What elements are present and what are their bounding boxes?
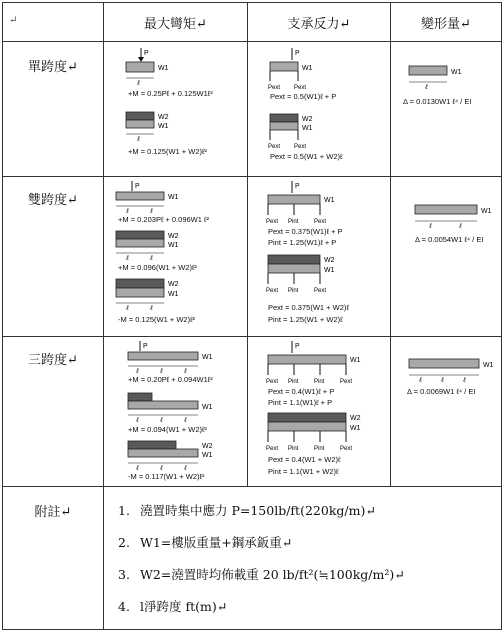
svg-text:W1: W1 xyxy=(168,291,179,298)
beam-diagram xyxy=(407,355,499,385)
svg-text:ℓ: ℓ xyxy=(137,135,140,143)
notes-row xyxy=(3,487,502,630)
svg-text:Pext: Pext xyxy=(266,288,279,294)
svg-text:Pint: Pint xyxy=(288,446,299,452)
svg-text:Pint: Pint xyxy=(314,379,325,385)
svg-text:ℓ: ℓ xyxy=(419,376,422,384)
svg-text:ℓ: ℓ xyxy=(184,416,187,424)
header-deflection: 變形量↵ xyxy=(391,3,502,42)
beam-diagram xyxy=(114,181,214,215)
svg-text:W1: W1 xyxy=(302,125,313,132)
svg-text:Pint: Pint xyxy=(314,446,325,452)
svg-text:W1: W1 xyxy=(158,123,169,130)
beam-diagram xyxy=(124,110,194,146)
svg-text:ℓ: ℓ xyxy=(184,464,187,472)
header-row xyxy=(3,3,502,42)
svg-text:ℓ: ℓ xyxy=(150,207,153,215)
svg-text:P: P xyxy=(143,343,148,350)
svg-text:W1: W1 xyxy=(324,267,335,274)
svg-text:ℓ: ℓ xyxy=(136,367,139,375)
svg-text:W1: W1 xyxy=(302,65,313,72)
notes-list xyxy=(104,487,502,630)
moment-cell-double xyxy=(104,177,248,337)
reaction-formula: Pext = 0.4(W1 + W2)ℓ xyxy=(268,455,341,464)
deflection-cell-double xyxy=(391,177,502,337)
row-triple-span xyxy=(3,337,502,487)
note-item: 4. l淨跨度 ft(m)↵ xyxy=(118,599,228,614)
moment-formula: +M = 0.25Pℓ + 0.125W1ℓ² xyxy=(128,89,213,98)
beam-diagram xyxy=(266,181,366,227)
svg-text:W1: W1 xyxy=(202,404,213,411)
svg-text:W2: W2 xyxy=(158,114,169,121)
reaction-formula: Pext = 0.4(W1)ℓ + P xyxy=(268,387,335,396)
beam-diagram xyxy=(266,253,366,297)
beam-diagram xyxy=(114,277,214,313)
svg-text:W2: W2 xyxy=(168,281,179,288)
reaction-cell-triple xyxy=(248,337,391,487)
svg-text:W2: W2 xyxy=(202,443,213,450)
svg-text:Pext: Pext xyxy=(340,446,353,452)
beam-diagram xyxy=(266,411,376,455)
svg-text:ℓ: ℓ xyxy=(126,304,129,312)
deflection-formula: Δ = 0.0054W1 ℓ⁴ / EI xyxy=(415,235,484,244)
svg-text:W1: W1 xyxy=(158,65,169,72)
reaction-formula: Pext = 0.5(W1 + W2)ℓ xyxy=(270,152,343,161)
svg-text:Pext: Pext xyxy=(294,85,307,90)
svg-text:ℓ: ℓ xyxy=(126,207,129,215)
svg-text:P: P xyxy=(295,50,300,57)
svg-text:P: P xyxy=(135,183,140,190)
svg-text:W1: W1 xyxy=(350,357,361,364)
svg-text:Pext: Pext xyxy=(268,144,281,150)
beam-formula-table xyxy=(2,2,502,630)
svg-text:W1: W1 xyxy=(168,194,179,201)
row-label-triple: 三跨度↵ xyxy=(3,337,104,487)
svg-text:W1: W1 xyxy=(481,208,492,215)
svg-text:ℓ: ℓ xyxy=(441,376,444,384)
svg-text:Pext: Pext xyxy=(314,219,327,225)
beam-diagram xyxy=(114,229,214,263)
svg-text:Pint: Pint xyxy=(288,288,299,294)
svg-text:W1: W1 xyxy=(324,197,335,204)
svg-text:ℓ: ℓ xyxy=(425,83,428,91)
beam-diagram xyxy=(268,112,338,152)
moment-cell-triple xyxy=(104,337,248,487)
reaction-formula: Pint = 1.25(W1)ℓ + P xyxy=(268,238,337,247)
header-moment: 最大彎矩↵ xyxy=(104,3,248,42)
beam-diagram xyxy=(124,48,194,88)
svg-text:ℓ: ℓ xyxy=(136,416,139,424)
header-corner: ↵ xyxy=(3,3,104,42)
svg-text:ℓ: ℓ xyxy=(150,304,153,312)
svg-text:Pext: Pext xyxy=(266,446,279,452)
reaction-formula: Pint = 1.1(W1)ℓ + P xyxy=(268,398,333,407)
beam-diagram xyxy=(126,439,226,473)
moment-formula: +M = 0.094(W1 + W2)ℓ² xyxy=(128,425,207,434)
note-item: 2. W1=樓版重量+鋼承鈑重↵ xyxy=(118,535,293,550)
deflection-cell-triple xyxy=(391,337,502,487)
deflection-formula: Δ = 0.0130W1 ℓ⁴ / EI xyxy=(403,97,472,106)
svg-text:P: P xyxy=(295,183,300,190)
row-double-span xyxy=(3,177,502,337)
svg-text:Pint: Pint xyxy=(288,379,299,385)
moment-formula: -M = 0.117(W1 + W2)ℓ² xyxy=(128,472,205,481)
svg-text:ℓ: ℓ xyxy=(160,367,163,375)
svg-text:ℓ: ℓ xyxy=(459,222,462,230)
svg-text:ℓ: ℓ xyxy=(184,367,187,375)
svg-text:Pext: Pext xyxy=(266,219,279,225)
notes-label: 附註↵ xyxy=(3,487,104,630)
svg-text:W2: W2 xyxy=(302,116,313,123)
beam-diagram xyxy=(268,48,338,90)
svg-text:W1: W1 xyxy=(168,242,179,249)
beam-diagram xyxy=(110,341,220,375)
svg-text:ℓ: ℓ xyxy=(429,222,432,230)
svg-text:Pext: Pext xyxy=(294,144,307,150)
moment-formula: -M = 0.125(W1 + W2)ℓ² xyxy=(118,315,196,324)
svg-text:W1: W1 xyxy=(202,452,213,459)
svg-text:W1: W1 xyxy=(483,362,494,369)
svg-text:ℓ: ℓ xyxy=(126,254,129,262)
svg-text:ℓ: ℓ xyxy=(463,376,466,384)
deflection-formula: Δ = 0.0069W1 ℓ⁴ / EI xyxy=(407,387,476,396)
svg-text:Pext: Pext xyxy=(268,85,281,90)
beam-diagram xyxy=(413,201,499,231)
svg-text:W2: W2 xyxy=(324,257,335,264)
beam-diagram xyxy=(407,62,487,92)
reaction-formula: Pext = 0.375(W1)ℓ + P xyxy=(268,227,343,236)
moment-cell-single xyxy=(104,42,248,177)
reaction-formula: Pext = 0.5(W1)ℓ + P xyxy=(270,92,337,101)
reaction-formula: Pint = 1.25(W1 + W2)ℓ xyxy=(268,315,343,324)
reaction-formula: Pint = 1.1(W1 + W2)ℓ xyxy=(268,467,339,476)
moment-formula: +M = 0.125(W1 + W2)ℓ² xyxy=(128,147,207,156)
svg-text:Pint: Pint xyxy=(288,219,299,225)
beam-diagram xyxy=(126,391,226,425)
beam-diagram xyxy=(266,341,376,387)
svg-text:W2: W2 xyxy=(350,415,361,422)
svg-text:P: P xyxy=(295,343,300,350)
header-reaction: 支承反力↵ xyxy=(248,3,391,42)
svg-text:ℓ: ℓ xyxy=(136,464,139,472)
svg-text:ℓ: ℓ xyxy=(137,79,140,87)
svg-text:ℓ: ℓ xyxy=(150,254,153,262)
svg-text:ℓ: ℓ xyxy=(160,416,163,424)
moment-formula: +M = 0.096(W1 + W2)ℓ² xyxy=(118,263,197,272)
deflection-cell-single xyxy=(391,42,502,177)
svg-text:W1: W1 xyxy=(202,354,213,361)
row-single-span xyxy=(3,42,502,177)
reaction-cell-single xyxy=(248,42,391,177)
svg-text:ℓ: ℓ xyxy=(160,464,163,472)
note-item: 3. W2=澆置時均佈載重 20 lb/ft²(≒100kg/m²)↵ xyxy=(118,567,405,582)
row-label-single: 單跨度↵ xyxy=(3,42,104,177)
reaction-cell-double xyxy=(248,177,391,337)
svg-text:W2: W2 xyxy=(168,233,179,240)
note-item: 1. 澆置時集中應力 P=150lb/ft(220kg/m)↵ xyxy=(118,503,376,518)
moment-formula: +M = 0.203Pℓ + 0.096W1 ℓ² xyxy=(118,215,209,224)
svg-text:W1: W1 xyxy=(350,425,361,432)
svg-text:Pext: Pext xyxy=(314,288,327,294)
svg-text:Pext: Pext xyxy=(340,379,353,385)
svg-text:Pext: Pext xyxy=(266,379,279,385)
svg-text:W1: W1 xyxy=(451,69,462,76)
moment-formula: +M = 0.20Pℓ + 0.094W1ℓ² xyxy=(128,375,213,384)
reaction-formula: Pext = 0.375(W1 + W2)ℓ xyxy=(268,303,349,312)
row-label-double: 雙跨度↵ xyxy=(3,177,104,337)
svg-text:P: P xyxy=(144,50,149,57)
